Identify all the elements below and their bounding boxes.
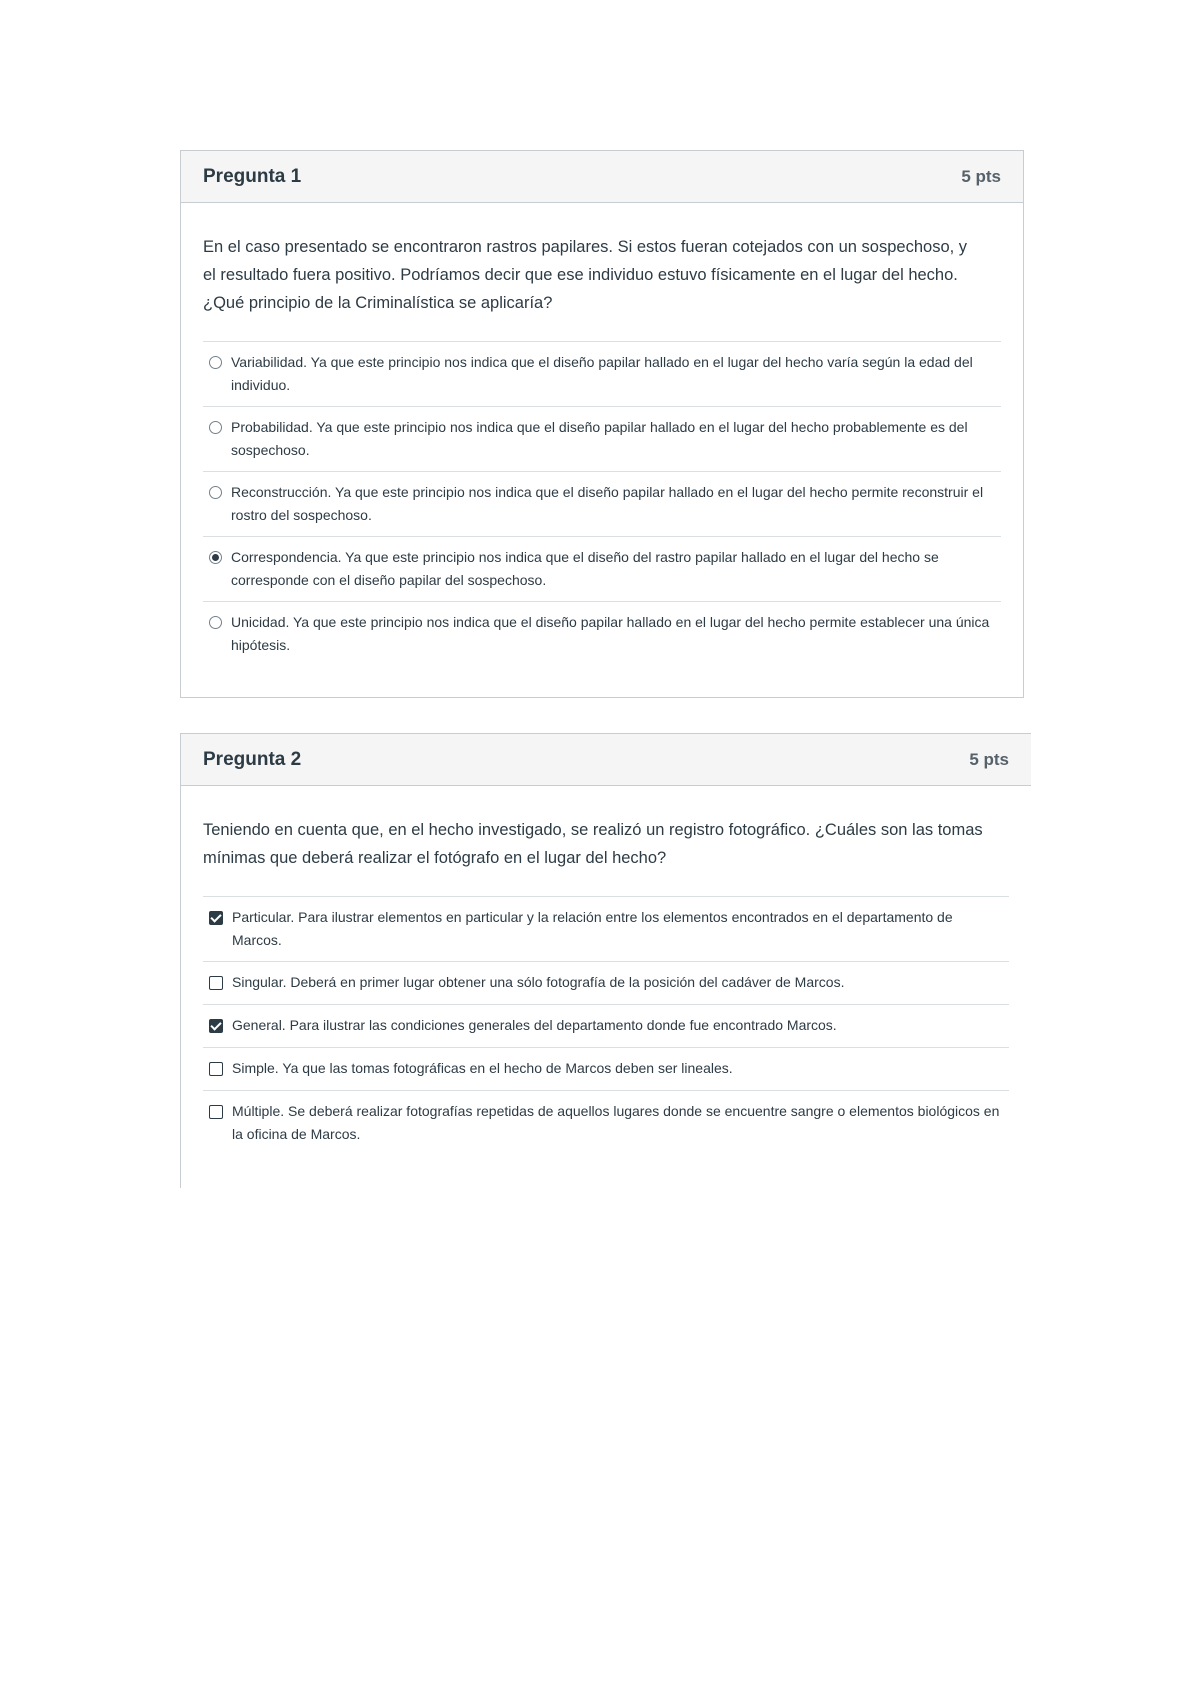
answer-label[interactable]: Simple. Ya que las tomas fotográficas en el hecho de Marcos deben ser lineales. xyxy=(232,1060,733,1076)
question-card-1 xyxy=(180,150,1024,698)
question-card-2 xyxy=(180,733,1031,1188)
question-points: 5 pts xyxy=(961,166,1001,186)
answer-label[interactable]: Unicidad. Ya que este principio nos indica que el diseño papilar hallado en el lugar del hecho permite establecer una única hipótesis. xyxy=(231,614,990,653)
question-title: Pregunta 2 xyxy=(203,748,302,770)
question-header xyxy=(181,151,1023,203)
answer-option[interactable] xyxy=(203,602,1001,666)
answer-label[interactable]: Correspondencia. Ya que este principio nos indica que el diseño del rastro papilar hallado en el lugar del hecho se corresponde con el diseño papilar del sospechoso. xyxy=(231,549,939,588)
answer-list xyxy=(203,896,1009,1155)
checkbox[interactable] xyxy=(209,1062,223,1076)
radio-button[interactable] xyxy=(209,421,222,434)
question-header xyxy=(181,734,1031,786)
answer-option[interactable] xyxy=(203,1091,1009,1155)
question-title: Pregunta 1 xyxy=(203,165,302,187)
radio-button[interactable] xyxy=(209,356,222,369)
answer-option[interactable] xyxy=(203,1005,1009,1048)
answer-option[interactable] xyxy=(203,342,1001,407)
answer-option[interactable] xyxy=(203,962,1009,1005)
answer-label[interactable]: Variabilidad. Ya que este principio nos indica que el diseño papilar hallado en el lugar del hecho varía según la edad del individuo. xyxy=(231,354,973,393)
answer-option[interactable] xyxy=(203,897,1009,962)
answer-option[interactable] xyxy=(203,1048,1009,1091)
answer-label[interactable]: Particular. Para ilustrar elementos en particular y la relación entre los elementos encontrados en el departamento de Marcos. xyxy=(232,909,953,948)
question-text: En el caso presentado se encontraron rastros papilares. Si estos fueran cotejados con un sospechoso, y el resultado fuera positivo. Podríamos decir que ese individuo estuvo físicamente en el lugar del hecho. ¿Qué principio de la Criminalística se aplicaría? xyxy=(203,238,968,312)
checkbox[interactable] xyxy=(209,1019,223,1033)
answer-option[interactable] xyxy=(203,537,1001,602)
checkbox[interactable] xyxy=(209,911,223,925)
checkbox[interactable] xyxy=(209,1105,223,1119)
answer-label[interactable]: Singular. Deberá en primer lugar obtener una sólo fotografía de la posición del cadáver de Marcos. xyxy=(232,974,845,990)
radio-button[interactable] xyxy=(209,486,222,499)
checkbox[interactable] xyxy=(209,976,223,990)
radio-button[interactable] xyxy=(209,551,222,564)
radio-button[interactable] xyxy=(209,616,222,629)
answer-option[interactable] xyxy=(203,407,1001,472)
answer-label[interactable]: General. Para ilustrar las condiciones generales del departamento donde fue encontrado Marcos. xyxy=(232,1017,837,1033)
answer-option[interactable] xyxy=(203,472,1001,537)
answer-label[interactable]: Reconstrucción. Ya que este principio nos indica que el diseño papilar hallado en el lugar del hecho permite reconstruir el rostro del sospechoso. xyxy=(231,484,984,523)
answer-label[interactable]: Múltiple. Se deberá realizar fotografías repetidas de aquellos lugares donde se encuentre sangre o elementos biológicos en la oficina de Marcos. xyxy=(232,1103,1000,1142)
question-body xyxy=(181,203,1023,666)
answer-list xyxy=(203,341,1001,666)
answer-label[interactable]: Probabilidad. Ya que este principio nos indica que el diseño papilar hallado en el lugar del hecho probablemente es del sospechoso. xyxy=(231,419,968,458)
question-text: Teniendo en cuenta que, en el hecho investigado, se realizó un registro fotográfico. ¿Cuáles son las tomas mínimas que deberá realizar el fotógrafo en el lugar del hecho? xyxy=(203,821,983,867)
question-points: 5 pts xyxy=(969,749,1009,769)
question-body xyxy=(181,786,1031,1155)
